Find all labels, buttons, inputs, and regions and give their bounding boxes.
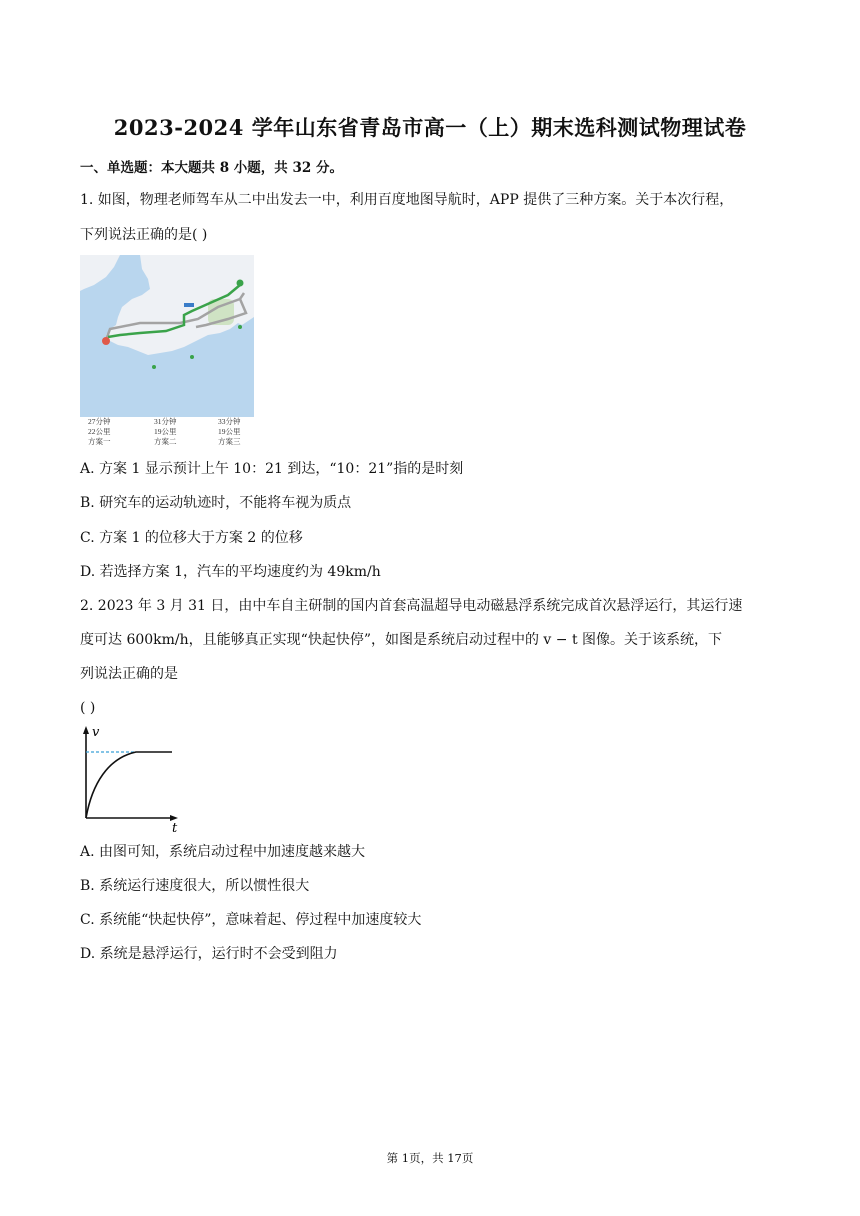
plan-3-caption: 33分钟 19公里 方案三 [218,417,241,446]
q1-option-a: A. 方案 1 显示预计上午 10：21 到达，“10：21”指的是时刻 [80,461,464,477]
q2-option-b: B. 系统运行速度很大，所以惯性很大 [80,878,310,894]
plan-1-caption: 27分钟 22公里 方案一 [88,417,111,446]
section-header: 一、单选题：本大题共 8 小题，共 32 分。 [80,160,343,176]
page-footer: 第 1页，共 17页 [386,1151,474,1165]
plan-2-caption: 31分钟 19公里 方案二 [154,417,177,446]
page-title: 2023-2024 学年山东省青岛市高一（上）期末选科测试物理试卷 [113,115,747,140]
q2-stem-line1: 2. 2023 年 3 月 31 日，由中车自主研制的国内首套高温超导电动磁悬浮系统完成首次悬浮运行，其运行速 [80,598,743,614]
q2-option-c: C. 系统能“快起快停”，意味着起、停过程中加速度较大 [80,912,422,928]
velocity-curve [86,752,172,818]
q1-stem-line2: 下列说法正确的是( ) [80,227,208,243]
q2-stem-line3: 列说法正确的是 [80,666,178,682]
origin-marker [102,337,110,345]
q1-option-b: B. 研究车的运动轨迹时，不能将车视为质点 [80,495,352,511]
v-axis-label: v [92,725,100,740]
t-axis-label: t [172,821,178,834]
v-t-graph [74,722,184,834]
q2-stem-line2: 度可达 600km/h，且能够真正实现“快起快停”，如图是系统启动过程中的 v − t 图像。关于该系统，下 [80,632,723,648]
navigation-map-figure [80,255,254,417]
destination-marker [237,280,244,287]
q2-answer-paren: ( ) [80,700,96,716]
q2-option-d: D. 系统是悬浮运行，运行时不会受到阻力 [80,946,338,962]
q1-option-c: C. 方案 1 的位移大于方案 2 的位移 [80,530,303,546]
q1-stem-line1: 1. 如图，物理老师驾车从二中出发去一中，利用百度地图导航时，APP 提供了三种方案。关于本次行程， [80,192,734,208]
q2-option-a: A. 由图可知，系统启动过程中加速度越来越大 [80,844,366,860]
q1-option-d: D. 若选择方案 1，汽车的平均速度约为 49km/h [80,564,381,580]
v-axis-arrow [83,726,89,734]
route-label-chip [184,303,194,307]
